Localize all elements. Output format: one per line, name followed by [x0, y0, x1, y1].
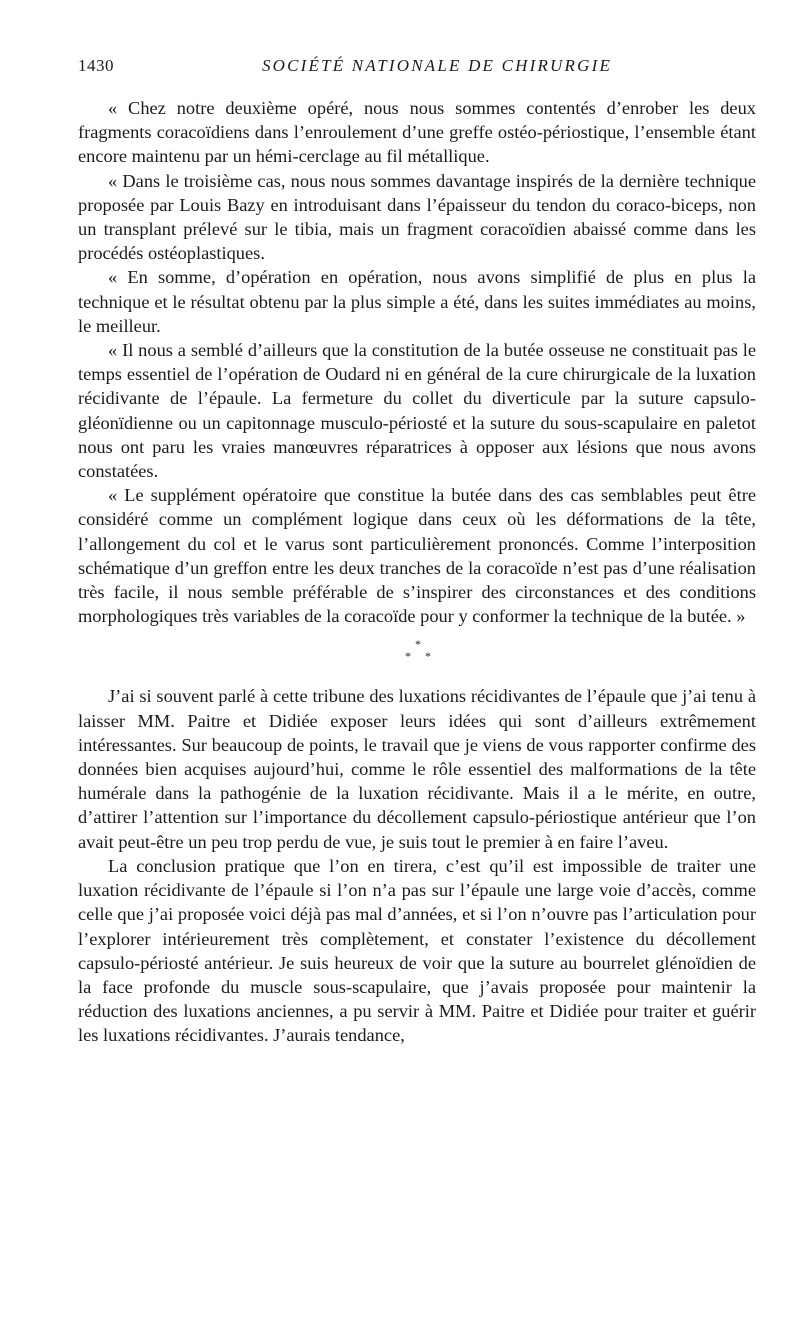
paragraph: « Chez notre deuxième opéré, nous nous sommes contentés d’enrober les deux fragments coracoïdiens dans l’enroulement d’une greffe ostéo-périostique, l’ensemble étant encore maintenu par un hémi-cerclage au fil métallique.	[78, 98, 756, 167]
paragraph: J’ai si souvent parlé à cette tribune des luxations récidivantes de l’épaule que j’ai tenu à laisser MM. Paitre et Didiée exposer leurs idées qui sont d’ailleurs extrêmement intéressantes. Sur beaucoup de points, le travail que je viens de vous rapporter confirme des données bien acquises aujourd’hui, comme le rôle essentiel des malformations de la tête humérale dans la pathogénie de la luxation récidivante. Mais il a le mérite, en outre, d’attirer l’attention sur l’importance du décollement capsulo-périostique antérieur que l’on avait peut-être un peu trop perdu de vue, je suis tout le premier à en faire l’aveu.	[78, 686, 756, 852]
paragraph: « Il nous a semblé d’ailleurs que la constitution de la butée osseuse ne constituait pas le temps essentiel de l’opération de Oudard ni en général de la cure chirurgicale de la luxation récidivante de l’épaule. La fermeture du collet du diverticule par la suture capsulo-gléonïdienne ou un capitonnage musculo-périosté et la suture du sous-scapulaire en paletot nous ont paru les vraies manœuvres réparatrices à opposer aux lésions que nous avons constatées.	[78, 340, 756, 482]
page-header	[78, 56, 756, 82]
asterism-star: *	[415, 637, 421, 652]
running-title: SOCIÉTÉ NATIONALE DE CHIRURGIE	[261, 56, 613, 75]
paragraph: « Le supplément opératoire que constitue la butée dans des cas semblables peut être considéré comme un complément logique dans ceux où les déformations de la tête, l’allongement du col et le varus sont particulièrement prononcés. Comme l’interposition schématique d’un greffon entre les deux tranches de la coracoïde n’est pas d’une réalisation très facile, il nous semble préférable de s’inspirer des circonstances et des conditions morphologiques très variables de la coracoïde pour y conformer la technique de la butée. »	[78, 485, 756, 627]
asterism-divider	[78, 632, 756, 682]
page-number: 1430	[78, 56, 114, 75]
paragraph: « En somme, d’opération en opération, nous avons simplifié de plus en plus la technique et le résultat obtenu par la plus simple a été, dans les suites immédiates au moins, le meilleur.	[78, 267, 756, 336]
paragraph: La conclusion pratique que l’on en tirera, c’est qu’il est impossible de traiter une luxation récidivante de l’épaule si l’on n’a pas sur l’épaule une large voie d’accès, comme celle que j’ai proposée voici déjà pas mal d’années, et si l’on n’ouvre pas l’articulation pour l’explorer intérieurement très complètement, et constater l’existence du décollement capsulo-périosté antérieur. Je suis heureux de voir que la suture au bourrelet glénoïdien de la face profonde du muscle sous-scapulaire, que j’avais proposée pour maintenir la réduction des luxations anciennes, a pu servir à MM. Paitre et Didiée pour traiter et guérir les luxations récidivantes. J’aurais tendance,	[78, 855, 756, 1046]
body-text	[78, 96, 756, 1048]
asterism-star: *	[405, 649, 411, 664]
paragraph: « Dans le troisième cas, nous nous sommes davantage inspirés de la dernière technique proposée par Louis Bazy en introduisant dans l’épaisseur du tendon du coraco-biceps, non un transplant prélevé sur le tibia, mais un fragment coracoïdien abaissé comme dans les procédés ostéoplastiques.	[78, 170, 756, 264]
asterism-star: *	[425, 649, 431, 664]
